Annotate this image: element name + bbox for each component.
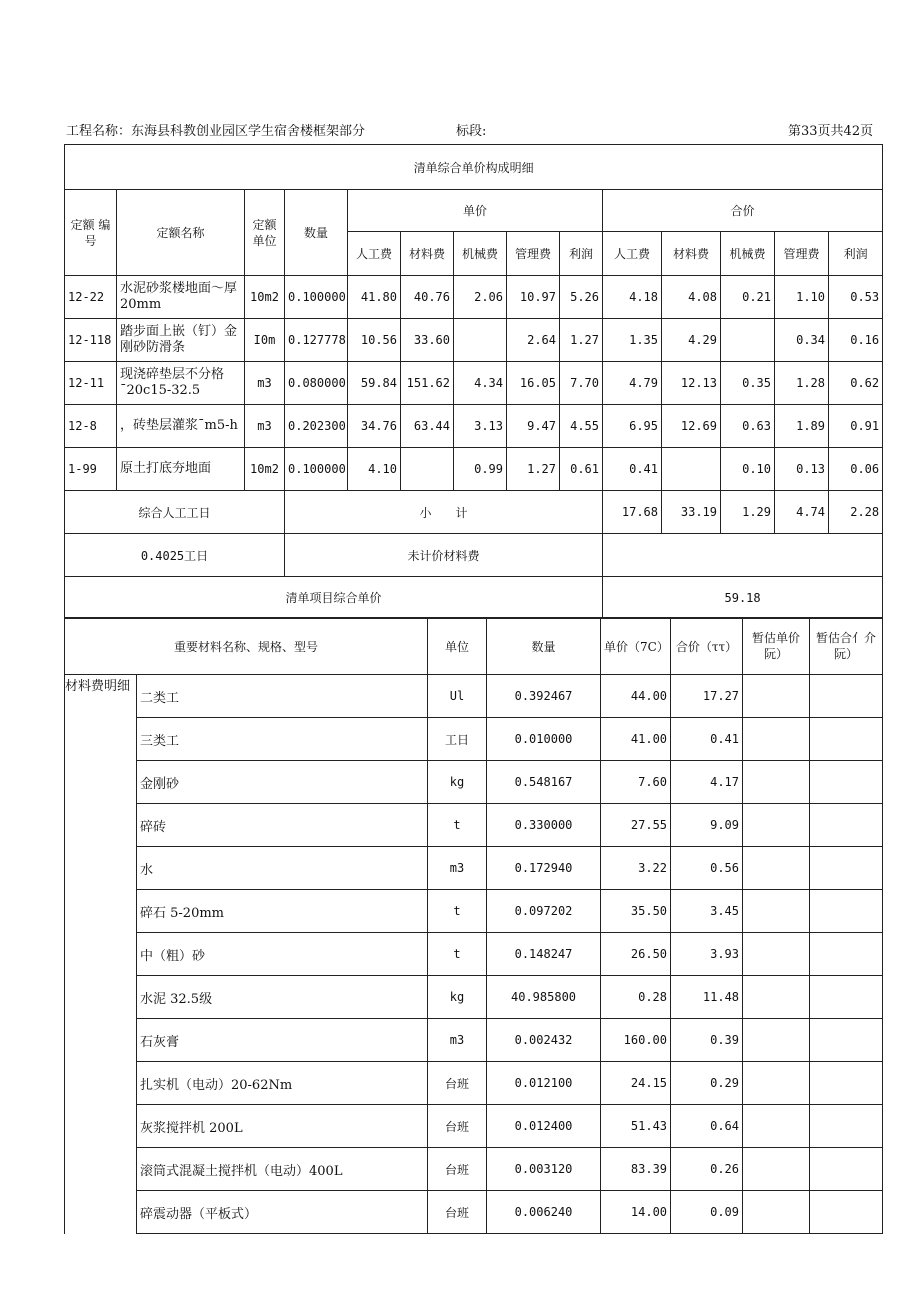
material-qty: 0.012100 — [487, 1062, 601, 1105]
material-est-price — [743, 976, 810, 1019]
material-name: 金刚砂 — [137, 761, 428, 804]
quota-code: 12-118 — [65, 319, 117, 362]
material-price-header: 单价（7C） — [601, 618, 671, 675]
material-total: 0.41 — [671, 718, 743, 761]
fee-subheader: 管理费 — [507, 232, 560, 276]
fee-subheader: 材料费 — [662, 232, 721, 276]
material-price: 41.00 — [601, 718, 671, 761]
material-qty: 0.003120 — [487, 1148, 601, 1191]
material-detail-side-label: 材料费明细 — [65, 675, 137, 1234]
total-price-cell: 0.41 — [603, 448, 662, 491]
subtotal-cell: 2.28 — [829, 491, 883, 534]
material-est-price — [743, 761, 810, 804]
total-price-cell: 0.06 — [829, 448, 883, 491]
material-est-total — [810, 1148, 883, 1191]
material-name: 水泥 32.5级 — [137, 976, 428, 1019]
total-price-cell: 1.89 — [775, 405, 829, 448]
material-row — [65, 890, 883, 933]
fee-subheader: 管理费 — [775, 232, 829, 276]
composite-price-value: 59.18 — [603, 577, 883, 619]
material-name: 灰浆搅拌机 200L — [137, 1105, 428, 1148]
material-total: 0.64 — [671, 1105, 743, 1148]
page-number: 第33页共42页 — [788, 124, 874, 139]
material-qty: 0.010000 — [487, 718, 601, 761]
fee-subheader: 材料费 — [401, 232, 454, 276]
material-name: 三类工 — [137, 718, 428, 761]
material-est-total — [810, 718, 883, 761]
material-price: 3.22 — [601, 847, 671, 890]
material-unit: kg — [428, 761, 487, 804]
quota-qty: 0.202300 — [285, 405, 348, 448]
quota-row — [65, 448, 883, 491]
total-price-cell: 0.62 — [829, 362, 883, 405]
total-price-cell — [662, 448, 721, 491]
total-price-cell: 0.91 — [829, 405, 883, 448]
unit-price-cell: 16.05 — [507, 362, 560, 405]
quota-name: ，砖垫层灌浆ˉm5-h — [117, 405, 245, 448]
material-unit: t — [428, 804, 487, 847]
quota-unit: m3 — [245, 405, 285, 448]
material-qty: 0.148247 — [487, 933, 601, 976]
unit-price-cell: 33.60 — [401, 319, 454, 362]
quota-unit: 10m2 — [245, 448, 285, 491]
unit-price-group: 单价 — [348, 190, 603, 232]
unit-price-cell: 0.61 — [560, 448, 603, 491]
unit-price-cell: 2.64 — [507, 319, 560, 362]
material-row — [65, 1148, 883, 1191]
estimated-total-header: 暂估合亻介阮） — [810, 618, 883, 675]
material-total: 4.17 — [671, 761, 743, 804]
material-total: 0.09 — [671, 1191, 743, 1234]
fee-subheader: 机械费 — [721, 232, 775, 276]
project-name: 工程名称：东海县科教创业园区学生宿舍楼框架部分 — [66, 124, 366, 139]
material-total: 3.45 — [671, 890, 743, 933]
material-name: 碎震动器（平板式） — [137, 1191, 428, 1234]
material-est-price — [743, 1105, 810, 1148]
unit-price-cell: 3.13 — [454, 405, 507, 448]
fee-subheader: 人工费 — [603, 232, 662, 276]
material-qty: 0.392467 — [487, 675, 601, 718]
total-price-cell: 0.53 — [829, 276, 883, 319]
total-price-cell: 4.18 — [603, 276, 662, 319]
quota-code: 12-8 — [65, 405, 117, 448]
quota-name: 原土打底夯地面 — [117, 448, 245, 491]
unit-price-cell: 4.10 — [348, 448, 401, 491]
total-price-cell: 0.63 — [721, 405, 775, 448]
material-qty: 0.548167 — [487, 761, 601, 804]
material-row — [65, 847, 883, 890]
unit-price-cell — [454, 319, 507, 362]
labor-days-value: 0.4025工日 — [65, 534, 285, 577]
material-unit: kg — [428, 976, 487, 1019]
unit-price-cell: 7.70 — [560, 362, 603, 405]
material-est-price — [743, 1062, 810, 1105]
total-price-cell: 6.95 — [603, 405, 662, 448]
material-name: 石灰膏 — [137, 1019, 428, 1062]
unit-price-cell: 9.47 — [507, 405, 560, 448]
fee-subheader: 利润 — [560, 232, 603, 276]
unit-price-cell: 5.26 — [560, 276, 603, 319]
material-row — [65, 761, 883, 804]
quota-unit: 10m2 — [245, 276, 285, 319]
total-price-group: 合价 — [603, 190, 883, 232]
quota-qty: 0.127778 — [285, 319, 348, 362]
unpriced-material-label: 未计价材料费 — [285, 534, 603, 577]
subtotal-cell: 1.29 — [721, 491, 775, 534]
material-row — [65, 1191, 883, 1234]
unit-price-cell: 4.34 — [454, 362, 507, 405]
material-est-total — [810, 890, 883, 933]
material-unit: m3 — [428, 847, 487, 890]
material-name: 扎实机（电动）20-62Nm — [137, 1062, 428, 1105]
material-qty: 0.002432 — [487, 1019, 601, 1062]
material-price: 51.43 — [601, 1105, 671, 1148]
material-qty-header: 数量 — [487, 618, 601, 675]
material-est-total — [810, 1019, 883, 1062]
material-qty: 0.006240 — [487, 1191, 601, 1234]
unit-price-cell: 10.56 — [348, 319, 401, 362]
material-unit: 台班 — [428, 1105, 487, 1148]
material-total-header: 合价（ττ） — [671, 618, 743, 675]
material-unit: 台班 — [428, 1191, 487, 1234]
total-price-cell: 4.29 — [662, 319, 721, 362]
unit-price-cell: 59.84 — [348, 362, 401, 405]
material-qty: 0.172940 — [487, 847, 601, 890]
material-est-total — [810, 847, 883, 890]
material-name: 滚筒式混凝土搅拌机（电动）400L — [137, 1148, 428, 1191]
total-price-cell: 0.10 — [721, 448, 775, 491]
material-est-price — [743, 1019, 810, 1062]
col-quota-code: 定额 编号 — [65, 190, 117, 276]
material-price: 160.00 — [601, 1019, 671, 1062]
total-price-cell: 0.13 — [775, 448, 829, 491]
quota-row — [65, 276, 883, 319]
material-est-total — [810, 933, 883, 976]
material-total: 0.39 — [671, 1019, 743, 1062]
material-est-total — [810, 1062, 883, 1105]
quota-name: 踏步面上嵌（钉）金刚砂防滑条 — [117, 319, 245, 362]
material-price: 14.00 — [601, 1191, 671, 1234]
unit-price-cell: 41.80 — [348, 276, 401, 319]
quota-code: 12-22 — [65, 276, 117, 319]
total-price-cell: 4.08 — [662, 276, 721, 319]
material-price: 24.15 — [601, 1062, 671, 1105]
material-price: 83.39 — [601, 1148, 671, 1191]
material-est-price — [743, 675, 810, 718]
total-price-cell: 12.69 — [662, 405, 721, 448]
material-unit: m3 — [428, 1019, 487, 1062]
subtotal-cell: 17.68 — [603, 491, 662, 534]
col-quota-name: 定额名称 — [117, 190, 245, 276]
material-est-price — [743, 890, 810, 933]
col-quota-unit: 定额 单位 — [245, 190, 285, 276]
unit-price-cell: 63.44 — [401, 405, 454, 448]
unit-price-cell: 10.97 — [507, 276, 560, 319]
material-price: 35.50 — [601, 890, 671, 933]
material-name: 碎砖 — [137, 804, 428, 847]
total-price-cell: 0.35 — [721, 362, 775, 405]
material-price: 0.28 — [601, 976, 671, 1019]
quota-unit: m3 — [245, 362, 285, 405]
material-qty: 40.985800 — [487, 976, 601, 1019]
material-est-price — [743, 1148, 810, 1191]
material-total: 0.26 — [671, 1148, 743, 1191]
quota-unit: I0m — [245, 319, 285, 362]
material-qty: 0.097202 — [487, 890, 601, 933]
unit-price-composition-table — [64, 144, 883, 619]
total-price-cell: 0.21 — [721, 276, 775, 319]
material-total: 17.27 — [671, 675, 743, 718]
material-row — [65, 675, 883, 718]
unit-price-cell: 1.27 — [507, 448, 560, 491]
material-unit: 工日 — [428, 718, 487, 761]
material-unit: t — [428, 933, 487, 976]
unit-price-cell: 1.27 — [560, 319, 603, 362]
estimated-price-header: 暂估单价阮） — [743, 618, 810, 675]
unit-price-cell — [401, 448, 454, 491]
unit-price-cell: 0.99 — [454, 448, 507, 491]
material-est-total — [810, 761, 883, 804]
material-price: 26.50 — [601, 933, 671, 976]
labor-days-label: 综合人工工日 — [65, 491, 285, 534]
material-total: 9.09 — [671, 804, 743, 847]
quota-qty: 0.080000 — [285, 362, 348, 405]
material-name-header: 重要材料名称、规格、型号 — [65, 618, 428, 675]
material-total: 0.29 — [671, 1062, 743, 1105]
quota-name: 水泥砂浆楼地面～厚 20mm — [117, 276, 245, 319]
material-est-total — [810, 1105, 883, 1148]
material-unit: 台班 — [428, 1062, 487, 1105]
material-row — [65, 933, 883, 976]
material-total: 0.56 — [671, 847, 743, 890]
quota-row — [65, 405, 883, 448]
subtotal-label: 小 计 — [285, 491, 603, 534]
material-est-total — [810, 804, 883, 847]
unit-price-cell: 40.76 — [401, 276, 454, 319]
unit-price-cell: 4.55 — [560, 405, 603, 448]
total-price-cell: 1.10 — [775, 276, 829, 319]
material-qty: 0.330000 — [487, 804, 601, 847]
material-row — [65, 976, 883, 1019]
quota-qty: 0.100000 — [285, 448, 348, 491]
material-est-price — [743, 718, 810, 761]
material-name: 中（粗）砂 — [137, 933, 428, 976]
material-name: 水 — [137, 847, 428, 890]
material-est-total — [810, 675, 883, 718]
total-price-cell: 1.35 — [603, 319, 662, 362]
material-row — [65, 1062, 883, 1105]
total-price-cell: 0.16 — [829, 319, 883, 362]
material-est-total — [810, 1191, 883, 1234]
quota-row — [65, 319, 883, 362]
composition-title: 清单综合单价构成明细 — [65, 145, 883, 190]
unit-price-cell: 2.06 — [454, 276, 507, 319]
material-qty: 0.012400 — [487, 1105, 601, 1148]
fee-subheader: 人工费 — [348, 232, 401, 276]
material-total: 11.48 — [671, 976, 743, 1019]
col-quantity: 数量 — [285, 190, 348, 276]
material-unit-header: 单位 — [428, 618, 487, 675]
total-price-cell — [721, 319, 775, 362]
unit-price-cell: 151.62 — [401, 362, 454, 405]
material-row — [65, 1019, 883, 1062]
material-est-price — [743, 1191, 810, 1234]
total-price-cell: 12.13 — [662, 362, 721, 405]
material-row — [65, 1105, 883, 1148]
quota-code: 1-99 — [65, 448, 117, 491]
material-price: 7.60 — [601, 761, 671, 804]
subtotal-cell: 4.74 — [775, 491, 829, 534]
material-detail-table — [64, 617, 883, 1234]
quota-name: 现浇碎垫层不分格 ˉ20c15-32.5 — [117, 362, 245, 405]
quota-qty: 0.100000 — [285, 276, 348, 319]
composite-price-label: 清单项目综合单价 — [65, 577, 603, 619]
material-est-price — [743, 933, 810, 976]
fee-subheader: 利润 — [829, 232, 883, 276]
total-price-cell: 4.79 — [603, 362, 662, 405]
material-price: 27.55 — [601, 804, 671, 847]
material-row — [65, 718, 883, 761]
material-est-price — [743, 804, 810, 847]
material-unit: Ul — [428, 675, 487, 718]
unit-price-cell: 34.76 — [348, 405, 401, 448]
material-name: 二类工 — [137, 675, 428, 718]
section-label: 标段: — [456, 124, 487, 139]
unpriced-material-value — [603, 534, 883, 577]
total-price-cell: 1.28 — [775, 362, 829, 405]
material-est-total — [810, 976, 883, 1019]
material-unit: 台班 — [428, 1148, 487, 1191]
subtotal-cell: 33.19 — [662, 491, 721, 534]
material-est-price — [743, 847, 810, 890]
quota-code: 12-11 — [65, 362, 117, 405]
fee-subheader: 机械费 — [454, 232, 507, 276]
material-name: 碎石 5-20mm — [137, 890, 428, 933]
material-unit: t — [428, 890, 487, 933]
material-price: 44.00 — [601, 675, 671, 718]
material-row — [65, 804, 883, 847]
total-price-cell: 0.34 — [775, 319, 829, 362]
quota-row — [65, 362, 883, 405]
material-total: 3.93 — [671, 933, 743, 976]
